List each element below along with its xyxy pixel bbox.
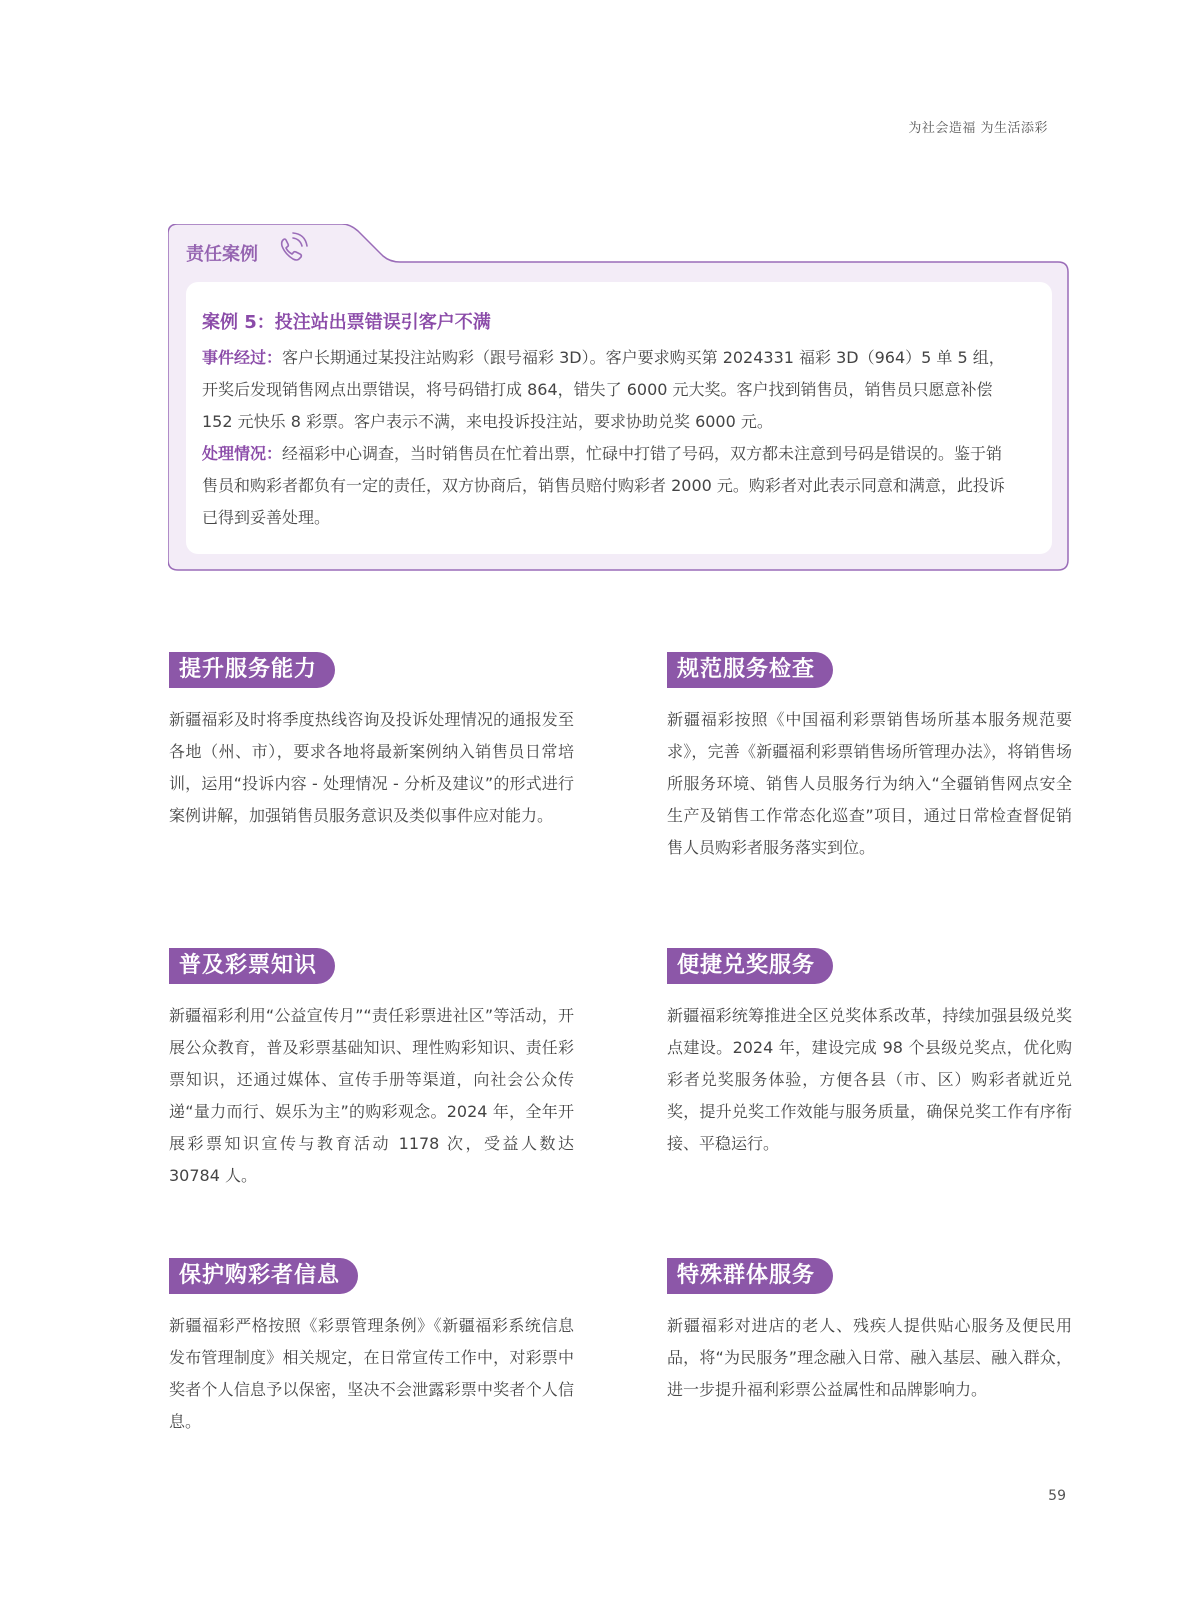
case-event-text: 客户长期通过某投注站购彩（跟号福彩 3D）。客户要求购买第 2024331 福彩 3D（964）5 单 5 组，开奖后发现销售网点出票错误，将号码错打成 864，错失了 6000 元大奖。客户找到销售员，销售员只愿意补偿 152 元快乐 8 彩票。客户表示不满，来电投诉投注站，要求协助兑奖 6000 元。	[202, 348, 1005, 431]
section-buyer-privacy	[169, 1258, 574, 1438]
case-event-label: 事件经过：	[202, 348, 283, 367]
section-title: 便捷兑奖服务	[667, 948, 833, 984]
section-lottery-knowledge	[169, 948, 574, 1192]
phone-call-icon	[274, 230, 310, 266]
section-special-groups	[667, 1258, 1072, 1406]
case-box	[168, 224, 1070, 572]
case-heading: 案例 5：投注站出票错误引客户不满	[202, 312, 491, 333]
section-title: 保护购彩者信息	[169, 1258, 358, 1294]
section-body: 新疆福彩利用“公益宣传月”“责任彩票进社区”等活动，开展公众教育，普及彩票基础知识、理性购彩知识、责任彩票知识，还通过媒体、宣传手册等渠道，向社会公众传递“量力而行、娱乐为主”的购彩观念。2024 年，全年开展彩票知识宣传与教育活动 1178 次，受益人数达 30784 人。	[169, 1006, 574, 1185]
case-handling-text: 经福彩中心调查，当时销售员在忙着出票，忙碌中打错了号码，双方都未注意到号码是错误的。鉴于销售员和购彩者都负有一定的责任，双方协商后，销售员赔付购彩者 2000 元。购彩者对此表示同意和满意，此投诉已得到妥善处理。	[202, 444, 1005, 527]
section-service-inspection	[667, 652, 1072, 864]
section-prize-redemption	[667, 948, 1072, 1160]
page-number: 59	[1048, 1488, 1066, 1504]
section-title: 特殊群体服务	[667, 1258, 833, 1294]
case-handling-label: 处理情况：	[202, 444, 283, 463]
section-title: 规范服务检查	[667, 652, 833, 688]
section-body: 新疆福彩对进店的老人、残疾人提供贴心服务及便民用品，将“为民服务”理念融入日常、融入基层、融入群众，进一步提升福利彩票公益属性和品牌影响力。	[667, 1316, 1072, 1399]
header-tagline: 为社会造福 为生活添彩	[908, 121, 1048, 136]
section-improve-service	[169, 652, 574, 832]
section-title: 普及彩票知识	[169, 948, 335, 984]
section-body: 新疆福彩统筹推进全区兑奖体系改革，持续加强县级兑奖点建设。2024 年，建设完成 98 个县级兑奖点，优化购彩者兑奖服务体验，方便各县（市、区）购彩者就近兑奖，提升兑奖工作效能与服务质量，确保兑奖工作有序衔接、平稳运行。	[667, 1006, 1072, 1153]
case-tab-title: 责任案例	[186, 244, 258, 265]
section-body: 新疆福彩按照《中国福利彩票销售场所基本服务规范要求》，完善《新疆福利彩票销售场所管理办法》，将销售场所服务环境、销售人员服务行为纳入“全疆销售网点安全生产及销售工作常态化巡查”项目，通过日常检查督促销售人员购彩者服务落实到位。	[667, 710, 1072, 857]
section-body: 新疆福彩及时将季度热线咨询及投诉处理情况的通报发至各地（州、市），要求各地将最新案例纳入销售员日常培训，运用“投诉内容 - 处理情况 - 分析及建议”的形式进行案例讲解，加强销售员服务意识及类似事件应对能力。	[169, 710, 574, 825]
case-event-paragraph	[202, 342, 1014, 438]
case-handling-paragraph	[202, 438, 1014, 534]
section-title: 提升服务能力	[169, 652, 335, 688]
section-body: 新疆福彩严格按照《彩票管理条例》《新疆福彩系统信息发布管理制度》相关规定，在日常宣传工作中，对彩票中奖者个人信息予以保密，坚决不会泄露彩票中奖者个人信息。	[169, 1316, 574, 1431]
